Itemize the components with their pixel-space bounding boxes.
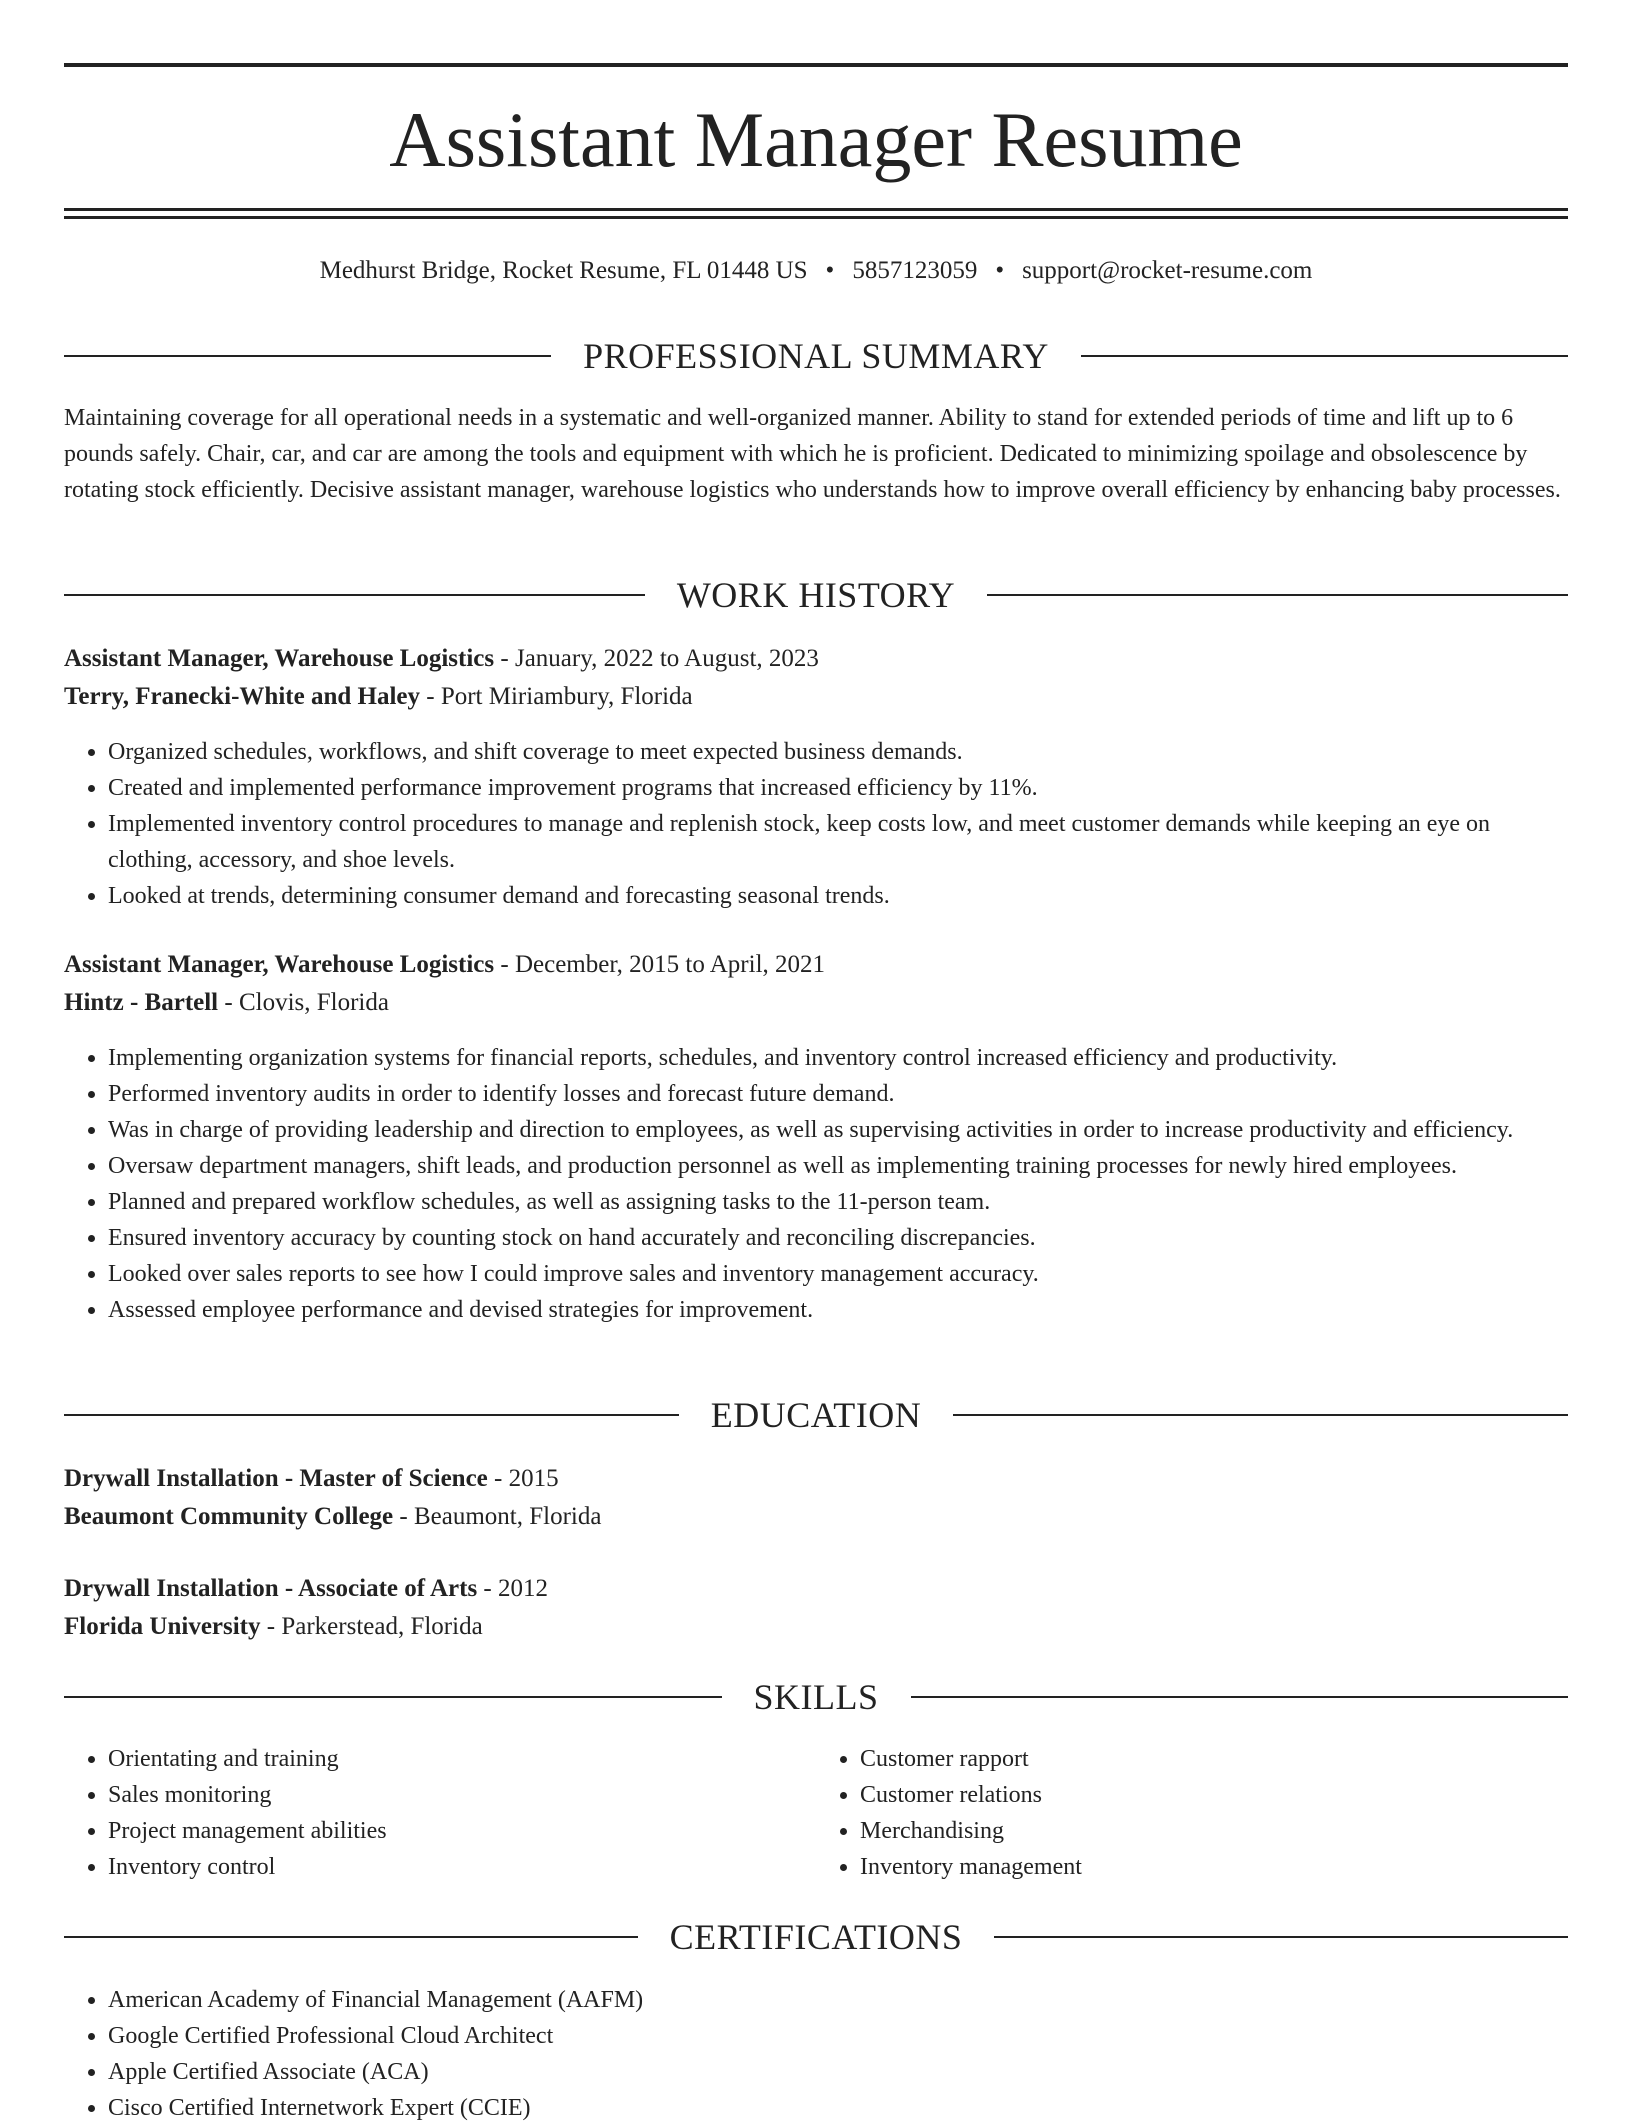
title-rule-lower <box>64 216 1568 219</box>
divider <box>64 1936 638 1938</box>
job-bullet: • Was in charge of providing leadership and direction to employees, as well as supervising activities in order to increase productivity and efficiency. <box>108 1112 1568 1148</box>
job-entry <box>64 640 1568 716</box>
divider <box>953 1414 1568 1416</box>
divider <box>64 355 551 357</box>
certification-item: • Apple Certified Associate (ACA) <box>108 2054 1568 2090</box>
degree-year: - 2015 <box>487 1465 559 1492</box>
job-bullet: • Looked at trends, determining consumer demand and forecasting seasonal trends. <box>108 878 1568 914</box>
job-bullet: • Planned and prepared workflow schedules, as well as assigning tasks to the 11-person team. <box>108 1184 1568 1220</box>
degree-line <box>64 1570 1568 1608</box>
job-bullet: • Assessed employee performance and devised strategies for improvement. <box>108 1292 1568 1328</box>
section-header-work <box>64 573 1568 617</box>
school-line <box>64 1498 1568 1536</box>
section-title-certifications: CERTIFICATIONS <box>669 1917 963 1957</box>
job-company: Terry, Franecki-White and Haley <box>64 683 420 710</box>
skill-item: • Customer relations <box>860 1777 1568 1813</box>
degree-line <box>64 1460 1568 1498</box>
contact-line <box>64 254 1568 288</box>
section-title-skills: SKILLS <box>753 1677 879 1717</box>
job-bullet: • Organized schedules, workflows, and shift coverage to meet expected business demands. <box>108 734 1568 770</box>
divider <box>64 1414 679 1416</box>
summary-text: Maintaining coverage for all operational needs in a systematic and well-organized manner. Ability to stand for extended periods of time and lift up to 6 pounds safely. Chair, car, and car are among the tools and equipment with which he is proficient. Dedicated to minimizing spoilage and obsolescence by rotating stock efficiently. Decisive assistant manager, warehouse logistics who understands how to improve overall efficiency by enhancing baby processes. <box>64 405 1561 503</box>
divider <box>64 1696 722 1698</box>
section-title-work: WORK HISTORY <box>676 575 956 615</box>
certification-item: • Google Certified Professional Cloud Architect <box>108 2018 1568 2054</box>
divider <box>911 1696 1569 1698</box>
job-title: Assistant Manager, Warehouse Logistics <box>64 951 495 978</box>
job-company-line <box>64 984 1568 1022</box>
job-location: - Port Miriambury, Florida <box>420 683 693 710</box>
job-bullet: • Ensured inventory accuracy by counting stock on hand accurately and reconciling discrepancies. <box>108 1220 1568 1256</box>
summary-block <box>64 400 1568 508</box>
section-header-education <box>64 1393 1568 1437</box>
skills-list-left <box>64 1741 816 1885</box>
job-location: - Clovis, Florida <box>218 989 389 1016</box>
job-bullet: • Performed inventory audits in order to identify losses and forecast future demand. <box>108 1076 1568 1112</box>
job-company-line <box>64 678 1568 716</box>
divider <box>994 1936 1568 1938</box>
top-rule <box>64 63 1568 67</box>
section-header-certifications <box>64 1915 1568 1959</box>
certification-item: • American Academy of Financial Management (AAFM) <box>108 1982 1568 2018</box>
certifications-block <box>64 1982 1568 2126</box>
job-bullet: • Looked over sales reports to see how I could improve sales and inventory management accuracy. <box>108 1256 1568 1292</box>
skill-item: • Merchandising <box>860 1813 1568 1849</box>
job-bullets <box>64 734 1568 914</box>
contact-phone: 5857123059 <box>852 257 978 284</box>
section-title-summary: PROFESSIONAL SUMMARY <box>583 336 1049 376</box>
certification-item: • Cisco Certified Internetwork Expert (CCIE) <box>108 2090 1568 2126</box>
job-dates: - December, 2015 to April, 2021 <box>494 951 826 978</box>
skills-columns <box>64 1741 1568 1885</box>
contact-address: Medhurst Bridge, Rocket Resume, FL 01448 US <box>319 257 808 284</box>
degree: Drywall Installation - Associate of Arts <box>64 1575 478 1602</box>
job-bullet: • Implemented inventory control procedures to manage and replenish stock, keep costs low, and meet customer demands while keeping an eye on clothing, accessory, and shoe levels. <box>108 806 1568 878</box>
contact-separator: • <box>995 257 1005 284</box>
school-location: - Parkerstead, Florida <box>260 1613 483 1640</box>
section-header-summary <box>64 334 1568 378</box>
skills-list-right <box>816 1741 1568 1885</box>
title-rule-upper <box>64 208 1568 211</box>
job-title-line <box>64 946 1568 984</box>
school-location: - Beaumont, Florida <box>393 1503 602 1530</box>
contact-separator: • <box>825 257 835 284</box>
skill-item: • Sales monitoring <box>108 1777 816 1813</box>
job-bullet: • Created and implemented performance improvement programs that increased efficiency by 11%. <box>108 770 1568 806</box>
skill-item: • Orientating and training <box>108 1741 816 1777</box>
job-bullet: • Oversaw department managers, shift leads, and production personnel as well as implementing training processes for newly hired employees. <box>108 1148 1568 1184</box>
degree-year: - 2012 <box>477 1575 548 1602</box>
job-entry <box>64 946 1568 1022</box>
job-bullets <box>64 1040 1568 1328</box>
skill-item: • Inventory management <box>860 1849 1568 1885</box>
job-dates: - January, 2022 to August, 2023 <box>494 645 819 672</box>
section-header-skills <box>64 1675 1568 1719</box>
job-bullet-list <box>64 734 1568 914</box>
section-title-education: EDUCATION <box>710 1395 922 1435</box>
certifications-list <box>64 1982 1568 2126</box>
education-entry <box>64 1570 1568 1646</box>
skill-item: • Customer rapport <box>860 1741 1568 1777</box>
divider <box>64 594 645 596</box>
divider <box>987 594 1568 596</box>
job-company: Hintz - Bartell <box>64 989 219 1016</box>
job-bullet: • Implementing organization systems for financial reports, schedules, and inventory control increased efficiency and productivity. <box>108 1040 1568 1076</box>
education-entry <box>64 1460 1568 1536</box>
skill-item: • Inventory control <box>108 1849 816 1885</box>
contact-email[interactable]: support@rocket-resume.com <box>1022 257 1313 284</box>
degree: Drywall Installation - Master of Science <box>64 1465 488 1492</box>
school: Florida University <box>64 1613 261 1640</box>
job-title-line <box>64 640 1568 678</box>
school-line <box>64 1608 1568 1646</box>
divider <box>1081 355 1568 357</box>
job-bullet-list <box>64 1040 1568 1328</box>
school: Beaumont Community College <box>64 1503 394 1530</box>
page-title: Assistant Manager Resume <box>389 96 1243 183</box>
skill-item: • Project management abilities <box>108 1813 816 1849</box>
job-title: Assistant Manager, Warehouse Logistics <box>64 645 495 672</box>
